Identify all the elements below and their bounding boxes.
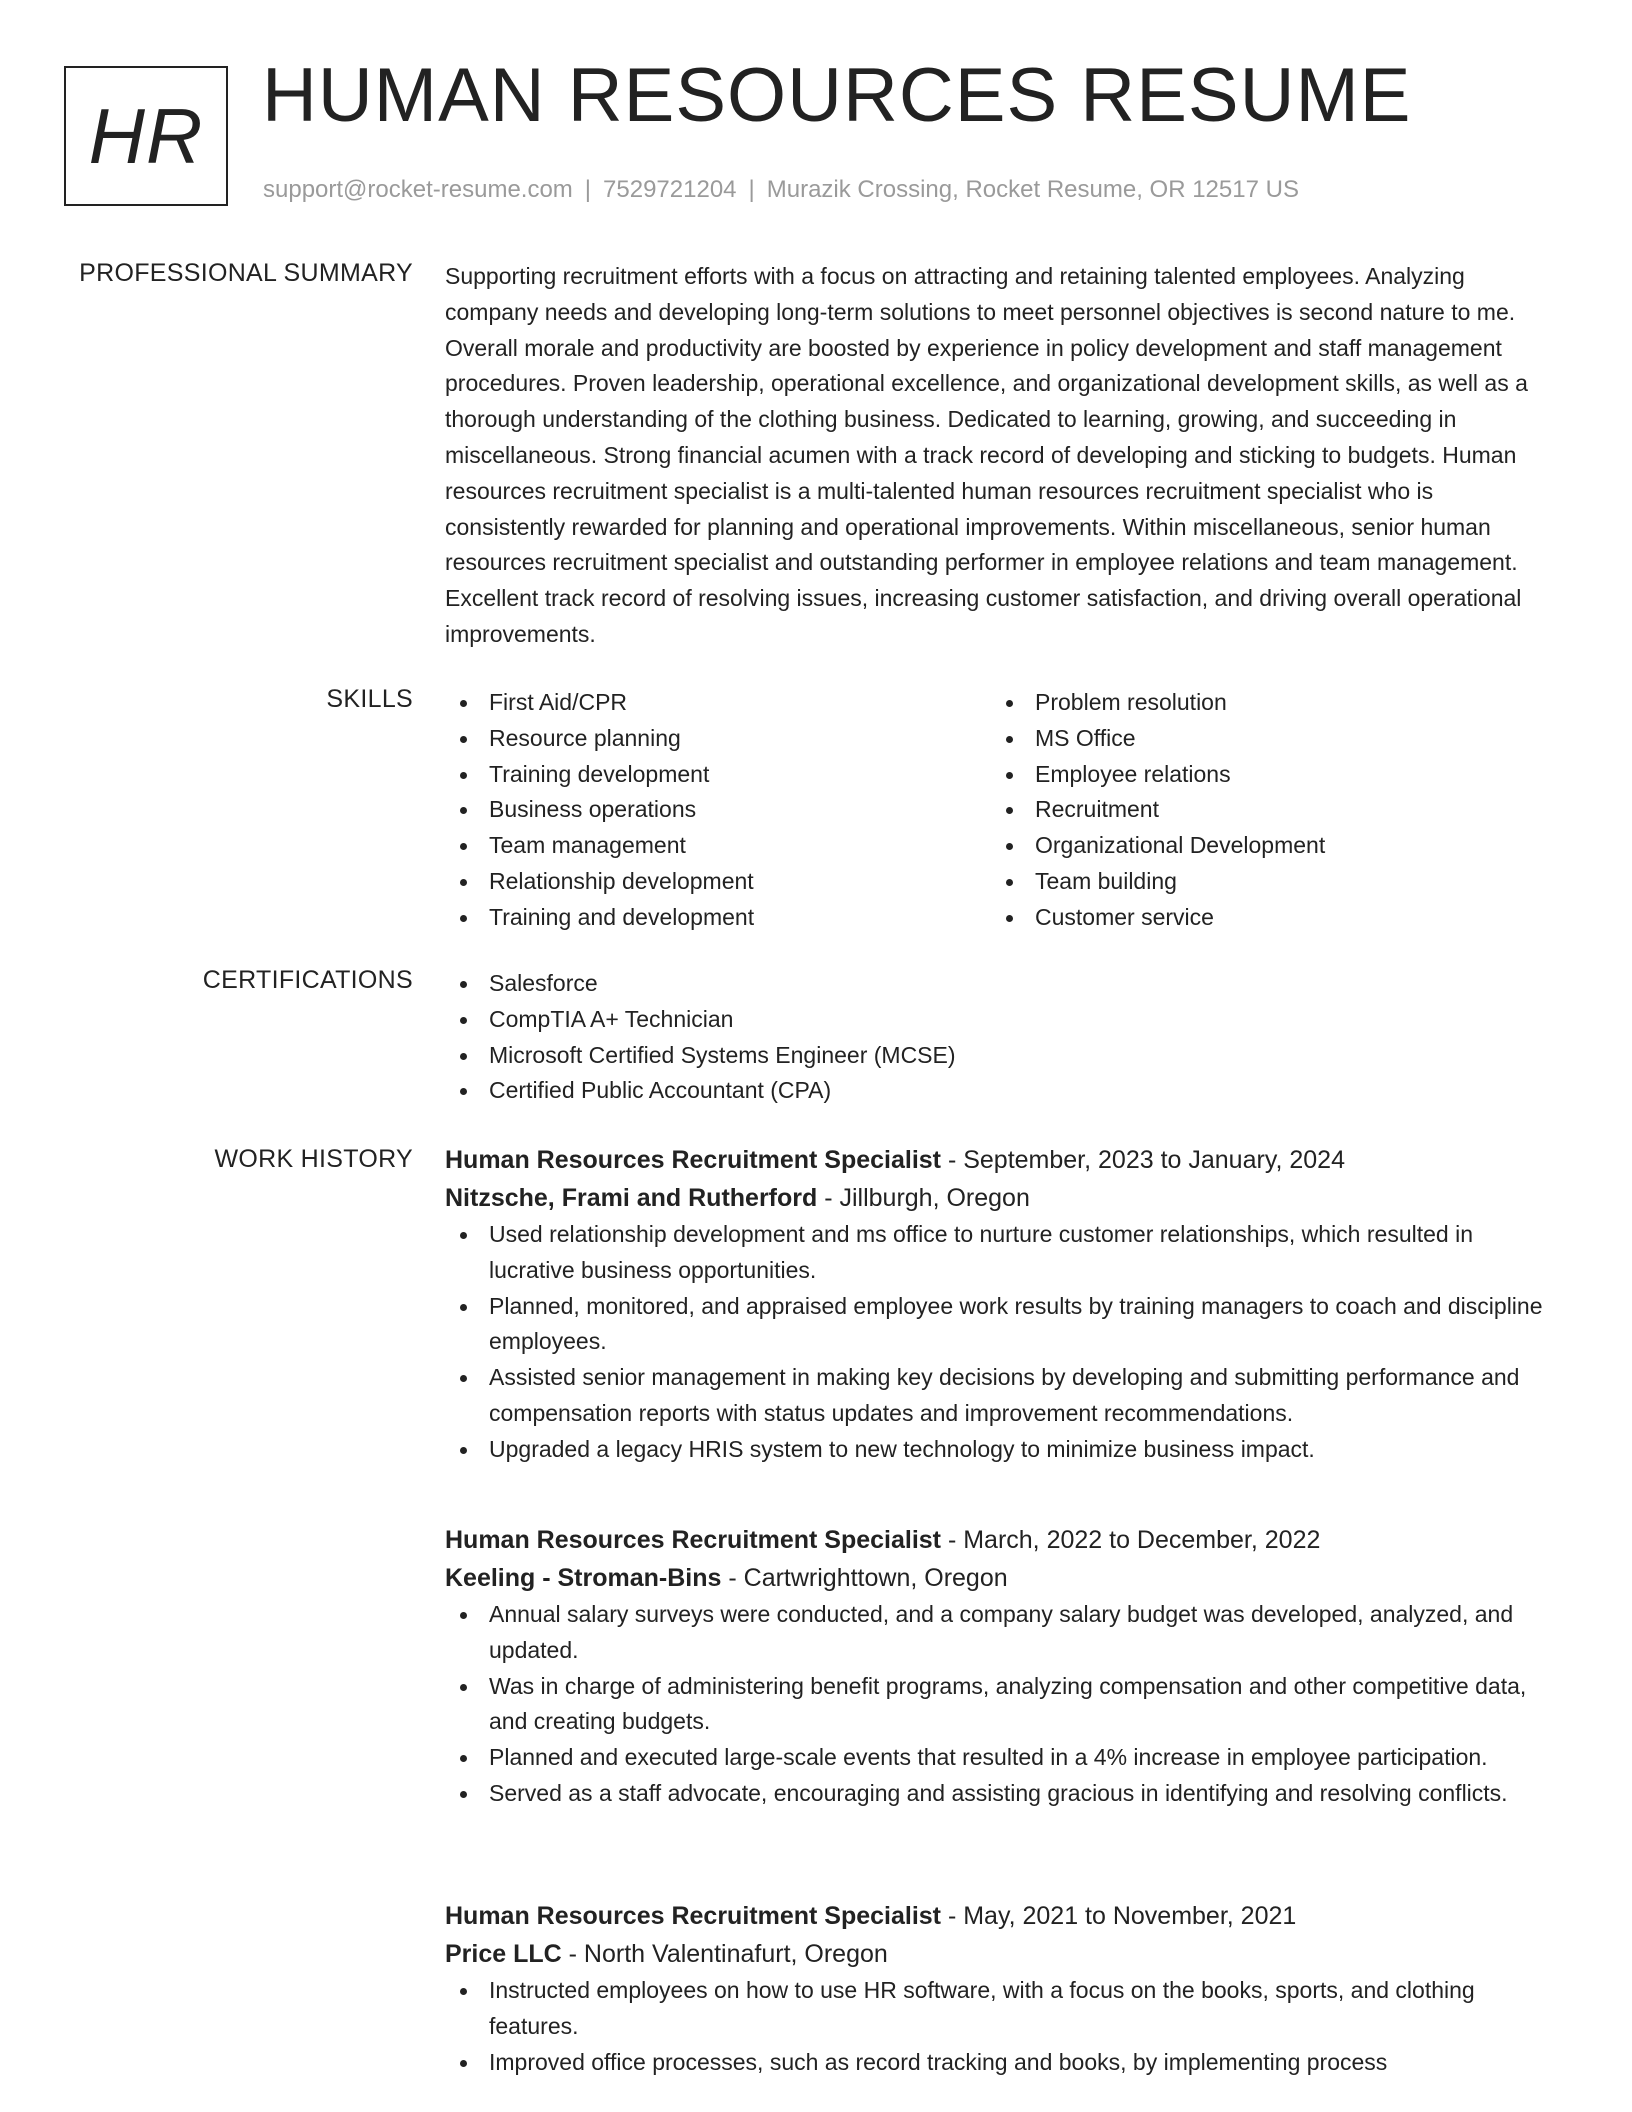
job-title: Human Resources Recruitment Specialist — [445, 1146, 941, 1174]
job-location: Cartwrighttown, Oregon — [743, 1564, 1008, 1592]
job-title-line: Human Resources Recruitment Specialist - May, 2021 to November, 2021 — [445, 1902, 1297, 1930]
job-company: Price LLC — [445, 1940, 562, 1968]
job-bullet: Used relationship development and ms office to nurture customer relationships, which resulted in lucrative business opportunities. — [445, 1217, 1557, 1289]
job-bullet: Served as a staff advocate, encouraging and assisting gracious in identifying and resolving conflicts. — [445, 1776, 1557, 1812]
skill-item: Training and development — [445, 900, 991, 936]
skill-item: Problem resolution — [991, 685, 1537, 721]
job-bullet: Was in charge of administering benefit programs, analyzing compensation and other competitive data, and creating budgets. — [445, 1669, 1557, 1741]
skills-grid — [445, 685, 1557, 936]
job-dates: March, 2022 to December, 2022 — [963, 1526, 1321, 1554]
section-label: PROFESSIONAL SUMMARY — [79, 259, 413, 287]
summary-body — [445, 259, 1557, 653]
job-entry — [445, 1897, 1557, 2080]
contact-separator: | — [584, 176, 592, 203]
contact-address: Murazik Crossing, Rocket Resume, OR 12517 US — [766, 176, 1299, 203]
skill-item: Training development — [445, 757, 991, 793]
skill-item: Team building — [991, 864, 1537, 900]
job-bullet: Planned and executed large-scale events that resulted in a 4% increase in employee participation. — [445, 1740, 1557, 1776]
job-dates: May, 2021 to November, 2021 — [963, 1902, 1297, 1930]
job-entry — [445, 1521, 1557, 1812]
contact-line — [263, 176, 1299, 204]
job-location: North Valentinafurt, Oregon — [583, 1940, 888, 1968]
resume-title: HUMAN RESOURCES RESUME — [262, 53, 1412, 138]
job-company: Nitzsche, Frami and Rutherford — [445, 1184, 818, 1212]
section-label: CERTIFICATIONS — [202, 966, 413, 994]
job-bullet-list — [445, 1973, 1557, 2080]
certifications-list — [445, 966, 1557, 1109]
job-company-line: Price LLC - North Valentinafurt, Oregon — [445, 1940, 888, 1968]
certification-item: CompTIA A+ Technician — [445, 1002, 1557, 1038]
job-location: Jillburgh, Oregon — [839, 1184, 1030, 1212]
contact-phone: 7529721204 — [603, 176, 737, 203]
skill-item: Customer service — [991, 900, 1537, 936]
section-label: WORK HISTORY — [214, 1145, 413, 1173]
skill-item: Employee relations — [991, 757, 1537, 793]
skill-item: First Aid/CPR — [445, 685, 991, 721]
job-entry — [445, 1141, 1557, 1468]
job-company-line: Keeling - Stroman-Bins - Cartwrighttown, Oregon — [445, 1564, 1008, 1592]
skills-column-2 — [991, 685, 1537, 936]
job-bullet: Upgraded a legacy HRIS system to new technology to minimize business impact. — [445, 1432, 1557, 1468]
job-title: Human Resources Recruitment Specialist — [445, 1526, 941, 1554]
skills-column-1 — [445, 685, 991, 936]
job-dates: September, 2023 to January, 2024 — [963, 1146, 1345, 1174]
skill-item: MS Office — [991, 721, 1537, 757]
contact-email: support@rocket-resume.com — [263, 176, 573, 203]
section-label: SKILLS — [326, 685, 413, 713]
certification-item: Microsoft Certified Systems Engineer (MCSE) — [445, 1038, 1557, 1074]
skill-item: Organizational Development — [991, 828, 1537, 864]
contact-separator: | — [748, 176, 755, 203]
skills-body — [445, 685, 1557, 936]
job-bullet-list — [445, 1597, 1557, 1812]
skill-item: Recruitment — [991, 792, 1537, 828]
certifications-body — [445, 966, 1557, 1109]
job-title-line: Human Resources Recruitment Specialist - March, 2022 to December, 2022 — [445, 1526, 1321, 1554]
job-company: Keeling - Stroman-Bins — [445, 1564, 722, 1592]
skill-item: Resource planning — [445, 721, 991, 757]
summary-text: Supporting recruitment efforts with a focus on attracting and retaining talented employees. Analyzing company needs and developing long-term solutions to meet personnel objectives is second nature to me. Overall morale and productivity are boosted by experience in policy development and staff management procedures. Proven leadership, operational excellence, and organizational development skills, as well as a thorough understanding of the clothing business. Dedicated to learning, growing, and succeeding in miscellaneous. Strong financial acumen with a track record of developing and sticking to budgets. Human resources recruitment specialist is a multi-talented human resources recruitment specialist who is consistently rewarded for planning and operational improvements. Within miscellaneous, senior human resources recruitment specialist and outstanding performer in employee relations and team management. Excellent track record of resolving issues, increasing customer satisfaction, and driving overall operational improvements. — [445, 263, 1528, 647]
job-bullet: Assisted senior management in making key decisions by developing and submitting performance and compensation reports with status updates and improvement recommendations. — [445, 1360, 1557, 1432]
job-bullet: Instructed employees on how to use HR software, with a focus on the books, sports, and clothing features. — [445, 1973, 1557, 2045]
skill-item: Team management — [445, 828, 991, 864]
skill-item: Business operations — [445, 792, 991, 828]
job-bullet: Planned, monitored, and appraised employee work results by training managers to coach and discipline employees. — [445, 1289, 1557, 1361]
monogram-logo: HR — [64, 66, 228, 206]
certification-item: Certified Public Accountant (CPA) — [445, 1073, 1557, 1109]
skill-item: Relationship development — [445, 864, 991, 900]
job-bullet: Improved office processes, such as record tracking and books, by implementing process — [445, 2045, 1557, 2081]
job-title-line: Human Resources Recruitment Specialist - September, 2023 to January, 2024 — [445, 1146, 1345, 1174]
certification-item: Salesforce — [445, 966, 1557, 1002]
job-bullet-list — [445, 1217, 1557, 1468]
job-company-line: Nitzsche, Frami and Rutherford - Jillburgh, Oregon — [445, 1184, 1030, 1212]
job-bullet: Annual salary surveys were conducted, and a company salary budget was developed, analyzed, and updated. — [445, 1597, 1557, 1669]
job-title: Human Resources Recruitment Specialist — [445, 1902, 941, 1930]
